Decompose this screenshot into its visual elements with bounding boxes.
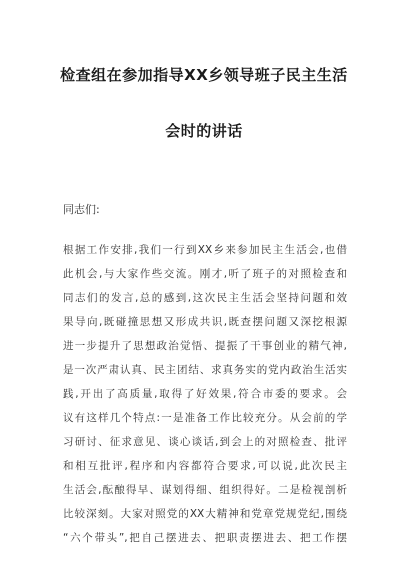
body-line: 比较深刻。大家对照党的XX大精神和党章党规党纪,围绕 [63, 508, 347, 520]
body-line: 习研讨、征求意见、谈心谈话,到会上的对照检查、批评 [63, 436, 347, 448]
body-line: 生活会,酝酿得早、谋划得细、组织得好。二是检视剖析 [63, 484, 347, 496]
body-line: 践,开出了高质量,取得了好效果,符合市委的要求。会 [63, 388, 347, 400]
body-line: 是一次严肃认真、民主团结、求真务实的党内政治生活实 [63, 364, 347, 376]
document-title-line-2: 会时的讲话 [165, 122, 243, 140]
document-title-line-1: 检查组在参加指导XX乡领导班子民主生活 [60, 66, 348, 84]
body-line: 此机会,与大家作些交流。刚才,听了班子的对照检查和 [63, 268, 347, 280]
body-line: 议有这样几个特点:一是准备工作比较充分。从会前的学 [63, 412, 347, 424]
body-line: 进一步提升了思想政治觉悟、提振了干事创业的精气神, [63, 340, 347, 352]
greeting: 同志们: [63, 203, 100, 216]
body-line: 同志们的发言,总的感到,这次民主生活会坚持问题和效 [63, 292, 347, 304]
body-line: 果导向,既碰撞思想又形成共识,既查摆问题又深挖根源 [63, 316, 347, 328]
body-line: 和相互批评,程序和内容都符合要求,可以说,此次民主 [63, 460, 347, 472]
body-line: 根据工作安排,我们一行到XX乡来参加民主生活会,也借 [63, 244, 347, 256]
body-line: “六个带头”,把自己摆进去、把职责摆进去、把工作摆 [63, 532, 347, 544]
